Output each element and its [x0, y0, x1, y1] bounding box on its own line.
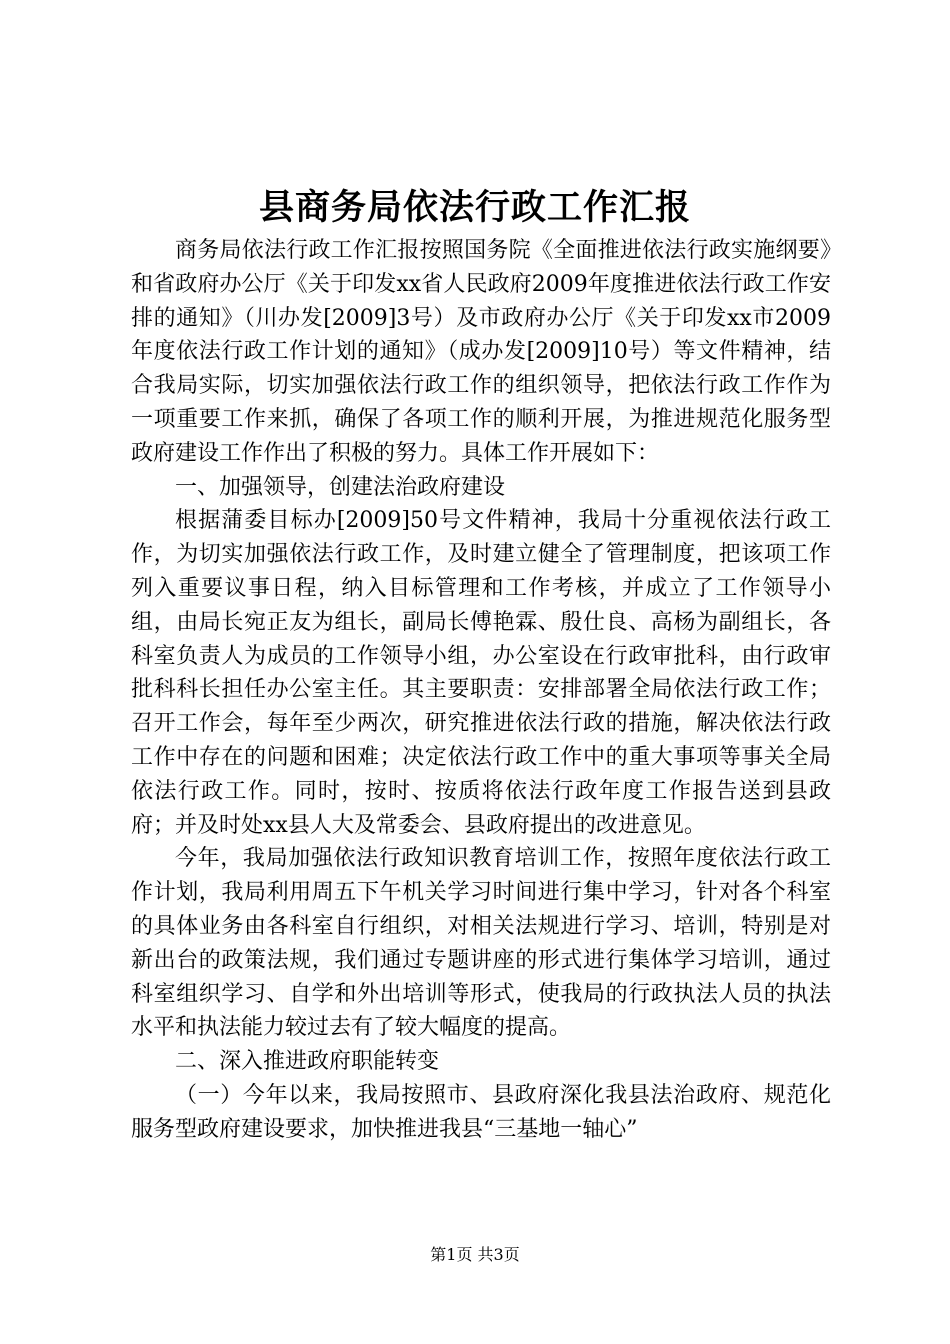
- page-number-footer: 第1页 共3页: [430, 1245, 520, 1264]
- paragraph-training: 今年，我局加强依法行政知识教育培训工作，按照年度依法行政工作计划，我局利用周五下午机关学习时间进行集中学习，针对各个科室的具体业务由各科室自行组织，对相关法规进行学习、培训，特别是对新出台的政策法规，我们通过专题讲座的形式进行集体学习培训，通过科室组织学习、自学和外出培训等形式，使我局的行政执法人员的执法水平和执法能力较过去有了较大幅度的提高。: [131, 846, 831, 1041]
- paragraph-leadership: 根据蒲委目标办[2009]50号文件精神，我局十分重视依法行政工作，为切实加强依法行政工作，及时建立健全了管理制度，把该项工作列入重要议事日程，纳入目标管理和工作考核，并成立了工作领导小组，由局长宛正友为组长，副局长傅艳霖、殷仕良、高杨为副组长，各科室负责人为成员的工作领导小组，办公室设在行政审批科，由行政审批科科长担任办公室主任。其主要职责：安排部署全局依法行政工作；召开工作会，每年至少两次，研究推进依法行政的措施，解决依法行政工作中存在的问题和困难；决定依法行政工作中的重大事项等事关全局依法行政工作。同时，按时、按质将依法行政年度工作报告送到县政府；并及时处xx县人大及常委会、县政府提出的改进意见。: [131, 508, 831, 838]
- paragraph-intro: 商务局依法行政工作汇报按照国务院《全面推进依法行政实施纲要》和省政府办公厅《关于印发xx省人民政府2009年度推进依法行政工作安排的通知》（川办发[2009]3号）及市政府办公厅《关于印发xx市2009年度依法行政工作计划的通知》（成办发[2009]10号）等文件精神，结合我局实际，切实加强依法行政工作的组织领导，把依法行政工作作为一项重要工作来抓，确保了各项工作的顺利开展，为推进规范化服务型政府建设工作作出了积极的努力。具体工作开展如下：: [131, 238, 831, 466]
- section-heading-2: 二、深入推进政府职能转变: [175, 1049, 440, 1075]
- document-title: 县商务局依法行政工作汇报: [258, 187, 691, 228]
- section-heading-1: 一、加强领导，创建法治政府建设: [175, 474, 506, 500]
- document-body: [131, 234, 831, 1147]
- paragraph-subsection-1: （一）今年以来，我局按照市、县政府深化我县法治政府、规范化服务型政府建设要求，加快推进我县“三基地一轴心”: [131, 1082, 831, 1142]
